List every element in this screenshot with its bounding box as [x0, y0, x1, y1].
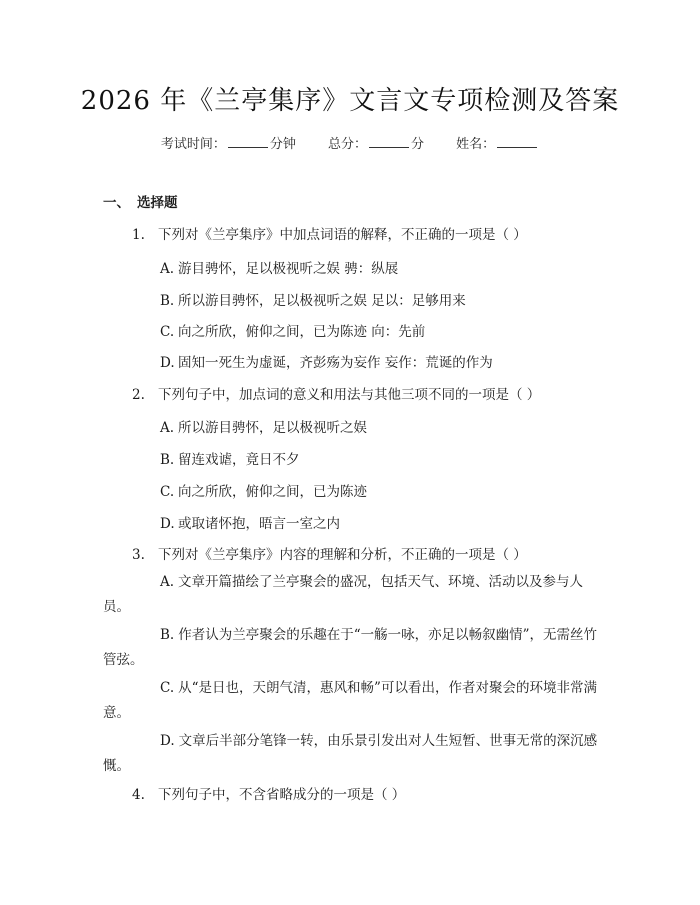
question-text: 下列句子中，加点词的意义和用法与其他三项不同的一项是（ ）	[158, 387, 541, 403]
option-text: 留连戏谑，竟日不夕	[178, 452, 300, 468]
question-3-option-d	[103, 729, 599, 779]
option-label: B.	[160, 627, 175, 643]
option-text: 文章开篇描绘了兰亭聚会的盛况，包括天气、环境、活动以及参与人员。	[103, 574, 584, 615]
question-text: 下列对《兰亭集序》中加点词语的解释，不正确的一项是（ ）	[158, 227, 527, 243]
option-label: C.	[160, 484, 175, 500]
question-2-option-c	[160, 480, 367, 500]
exam-time-field	[161, 133, 296, 152]
exam-time-unit: 分钟	[269, 137, 296, 152]
section-number: 一、	[103, 195, 130, 211]
question-1-option-b	[160, 289, 466, 309]
question-1-option-c	[160, 320, 425, 340]
question-2-option-d	[160, 512, 340, 532]
question-2-option-a	[160, 416, 367, 436]
question-number: 4.	[132, 787, 145, 803]
option-text: 或取诸怀抱，晤言一室之内	[178, 516, 340, 532]
option-label: C.	[160, 680, 175, 696]
option-text: 作者认为兰亭聚会的乐趣在于“一觞一咏，亦足以畅叙幽情”，无需丝竹管弦。	[103, 627, 598, 668]
option-text: 向之所欣，俯仰之间，已为陈迹 向：先前	[178, 324, 426, 340]
question-number: 3.	[132, 547, 145, 563]
question-1-option-a	[160, 257, 398, 277]
section-heading	[103, 191, 178, 211]
question-3-stem	[132, 543, 527, 563]
question-text: 下列对《兰亭集序》内容的理解和分析，不正确的一项是（ ）	[158, 547, 527, 563]
question-1-option-d	[160, 351, 493, 371]
question-2-option-b	[160, 448, 300, 468]
option-label: A.	[160, 574, 175, 590]
document-title: 2026 年《兰亭集序》文言文专项检测及答案	[80, 86, 620, 116]
question-number: 1.	[132, 227, 145, 243]
total-score-blank	[369, 135, 409, 148]
question-3-option-b	[103, 623, 599, 673]
option-text: 固知一死生为虚诞，齐彭殇为妄作 妄作：荒诞的作为	[178, 355, 493, 371]
question-number: 2.	[132, 387, 145, 403]
total-score-unit: 分	[411, 137, 425, 152]
total-score-label: 总分：	[327, 137, 367, 152]
question-4-stem	[132, 783, 405, 803]
exam-time-blank	[228, 135, 268, 148]
option-text: 游目骋怀，足以极视听之娱 骋：纵展	[178, 261, 399, 277]
option-label: A.	[160, 420, 175, 436]
option-label: B.	[160, 452, 175, 468]
total-score-field	[328, 133, 424, 152]
question-3-option-a	[103, 570, 599, 620]
question-2-stem	[132, 383, 540, 403]
option-text: 向之所欣，俯仰之间，已为陈迹	[178, 484, 367, 500]
option-label: C.	[160, 324, 175, 340]
question-3-option-c	[103, 676, 599, 726]
name-field	[456, 133, 539, 152]
exam-meta	[0, 133, 700, 152]
option-text: 从“是日也，天朗气清，惠风和畅”可以看出，作者对聚会的环境非常满意。	[103, 680, 597, 721]
option-label: D.	[160, 516, 175, 532]
name-blank	[497, 135, 537, 148]
question-1-stem	[132, 223, 527, 243]
section-title: 选择题	[137, 195, 178, 211]
option-label: D.	[160, 733, 175, 749]
option-text: 文章后半部分笔锋一转，由乐景引发出对人生短暂、世事无常的深沉感慨。	[103, 733, 598, 774]
name-label: 姓名：	[456, 137, 496, 152]
question-text: 下列句子中，不含省略成分的一项是（ ）	[158, 787, 406, 803]
option-text: 所以游目骋怀，足以极视听之娱 足以：足够用来	[178, 293, 466, 309]
option-label: D.	[160, 355, 175, 371]
option-label: B.	[160, 293, 175, 309]
exam-time-label: 考试时间：	[160, 137, 226, 152]
option-text: 所以游目骋怀，足以极视听之娱	[178, 420, 367, 436]
option-label: A.	[160, 261, 175, 277]
